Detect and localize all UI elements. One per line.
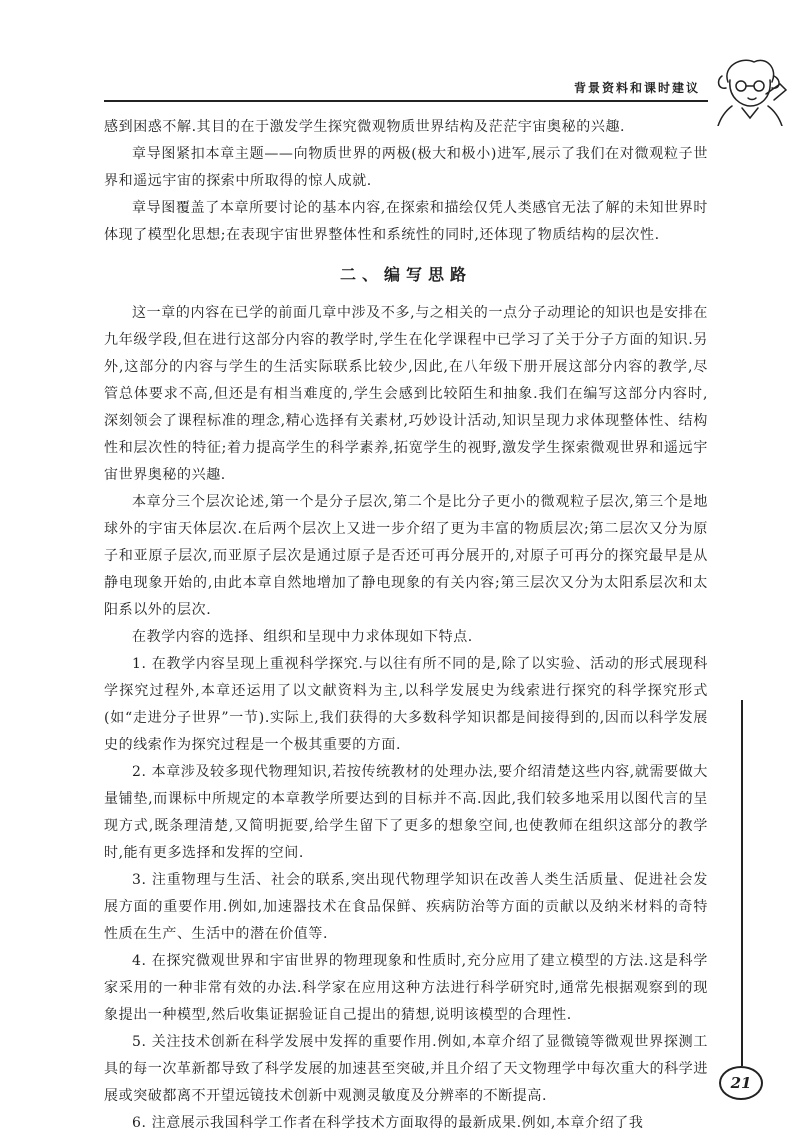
running-header: 背景资料和课时建议 (573, 81, 700, 95)
paragraph: 章导图覆盖了本章所要讨论的基本内容,在探索和描绘仅凭人类感官无法了解的未知世界时体现了模型化思想;在表现宇宙世界整体性和系统性的同时,还体现了物质结构的层次性. (104, 200, 708, 243)
list-item: 2. 本章涉及较多现代物理知识,若按传统教材的处理办法,要介绍清楚这些内容,就需要做大量铺垫,而课标中所规定的本章教学所要达到的目标并不高.因此,我们较多地采用以图代言的呈现方式,既条理清楚,又简明扼要,给学生留下了更多的想象空间,也使教师在组织这部分的教学时,能有更多选择和发挥的空间. (104, 764, 708, 861)
list-item: 3. 注重物理与生活、社会的联系,突出现代物理学知识在改善人类生活质量、促进社会发展方面的重要作用.例如,加速器技术在食品保鲜、疾病防治等方面的贡献以及纳米材料的奇特性质在生产、生活中的潜在价值等. (104, 872, 708, 942)
paragraph: 感到困惑不解.其目的在于激发学生探究微观物质世界结构及茫茫宇宙奥秘的兴趣. (104, 119, 626, 135)
list-item: 5. 关注技术创新在科学发展中发挥的重要作用.例如,本章介绍了显微镜等微观世界探测工具的每一次革新都导致了科学发展的加速甚至突破,并且介绍了天文物理学中每次重大的科学进展或突破都离不开望远镜技术创新中观测灵敏度及分辨率的不断提高. (104, 1034, 708, 1104)
list-item: 1. 在教学内容呈现上重视科学探究.与以往有所不同的是,除了以实验、活动的形式展现科学探究过程外,本章还运用了以文献资料为主,以科学发展史为线索进行探究的科学探究形式(如“走进分子世界”一节).实际上,我们获得的大多数科学知识都是间接得到的,因而以科学发展史的线索作为探究过程是一个极其重要的方面. (104, 656, 708, 753)
paragraph: 这一章的内容在已学的前面几章中涉及不多,与之相关的一点分子动理论的知识也是安排在九年级学段,但在进行这部分内容的教学时,学生在化学课程中已学习了关于分子方面的知识.另外,这部分的内容与学生的生活实际联系比较少,因此,在八年级下册开展这部分内容的教学,尽管总体要求不高,但还是有相当难度的,学生会感到比较陌生和抽象.我们在编写这部分内容时,深刻领会了课程标准的理念,精心选择有关素材,巧妙设计活动,知识呈现力求体现整体性、结构性和层次性的特征;着力提高学生的科学素养,拓宽学生的视野,激发学生探索微观世界和遥远宇宙世界奥秘的兴趣. (104, 305, 708, 483)
paragraph: 章导图紧扣本章主题——向物质世界的两极(极大和极小)进军,展示了我们在对微观粒子世界和遥远宇宙的探索中所取得的惊人成就. (104, 146, 708, 189)
page-body (104, 114, 708, 1137)
list-item: 4. 在探究微观世界和宇宙世界的物理现象和性质时,充分应用了建立模型的方法.这是科学家采用的一种非常有效的办法.科学家在应用这种方法进行科学研究时,通常先根据观察到的现象提出一种模型,然后收集证据验证自己提出的猜想,说明该模型的合理性. (104, 953, 708, 1023)
scientist-illustration (708, 54, 790, 126)
paragraph: 本章分三个层次论述,第一个是分子层次,第二个是比分子更小的微观粒子层次,第三个是地球外的宇宙天体层次.在后两个层次上又进一步介绍了更为丰富的物质层次;第二层次又分为原子和亚原子层次,而亚原子层次是通过原子是否还可再分展开的,对原子可再分的探究最早是从静电现象开始的,由此本章自然地增加了静电现象的有关内容;第三层次又分为太阳系层次和太阳系以外的层次. (104, 494, 708, 618)
page-number: 21 (719, 1066, 763, 1100)
paragraph: 在教学内容的选择、组织和呈现中力求体现如下特点. (132, 629, 473, 645)
list-item: 6. 注意展示我国科学工作者在科学技术方面取得的最新成果.例如,本章介绍了我 (132, 1115, 644, 1131)
margin-rule (741, 700, 743, 1066)
section-heading: 二、编写思路 (339, 265, 472, 284)
header-rule (104, 100, 708, 102)
